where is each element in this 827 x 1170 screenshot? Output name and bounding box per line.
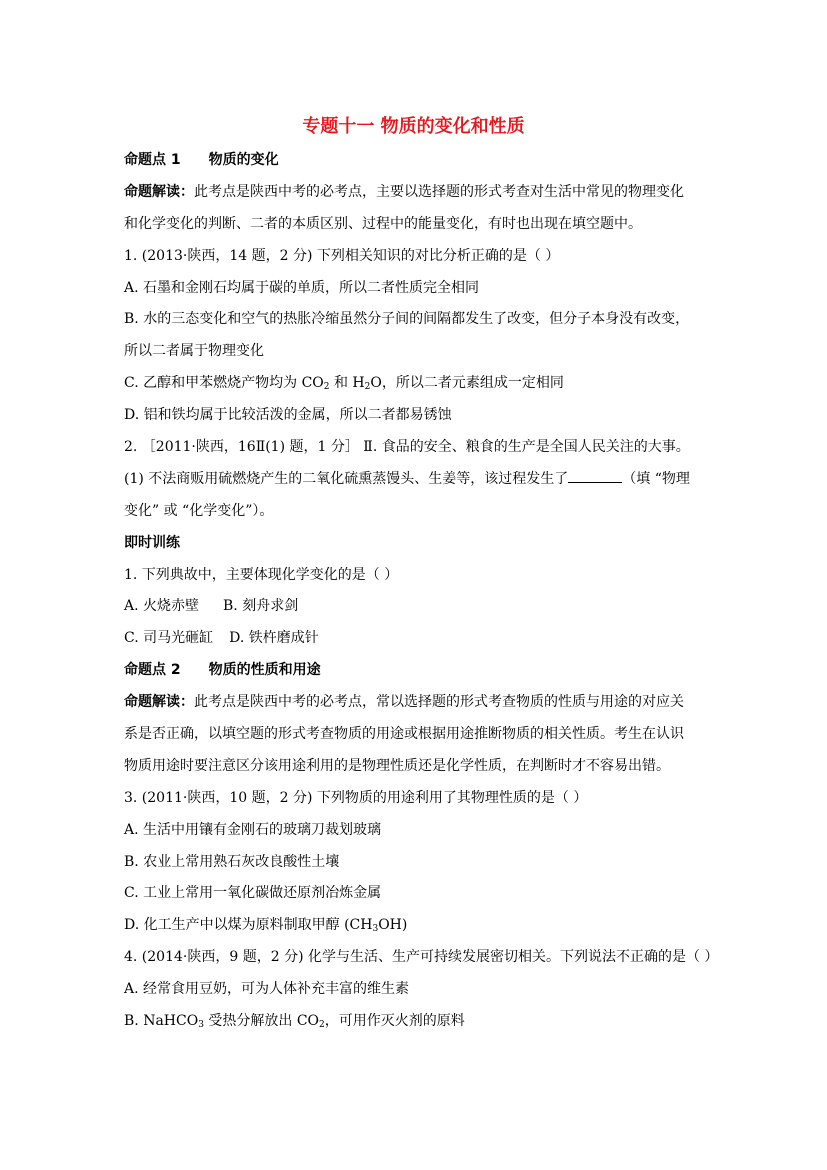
interpretation-text: 此考点是陕西中考的必考点，主要以选择题的形式考查对生活中常见的物理变化 [194,183,684,200]
question-2-line-2 [124,467,714,499]
section-label: 命题点 2 [124,662,181,679]
section-heading-1 [124,148,714,180]
option-text: C. 乙醇和甲苯燃烧产物均为 CO [124,375,324,392]
subscript: 3 [372,924,379,935]
question-4-option-b [124,1009,714,1041]
document-body [124,148,719,1041]
question-3-option-b: B. 农业上常用熟石灰改良酸性土壤 [124,853,340,870]
question-1-option-b: B. 水的三态变化和空气的热胀冷缩虽然分子间的间隔都发生了改变，但分子本身没有改变， [124,311,690,328]
question-1-option-b-cont: 所以二者属于物理变化 [124,343,264,360]
question-1-stem: 1. (2013·陕西，14 题，2 分) 下列相关知识的对比分析正确的是（ ） [124,247,560,264]
interpretation-2-line-1 [124,690,714,722]
option-b: B. 刻舟求剑 [223,598,299,615]
section-label: 命题点 1 [124,152,181,168]
subscript: 2 [319,1020,325,1031]
question-1-option-d: D. 铝和铁均属于比较活泼的金属，所以二者都易锈蚀 [124,407,452,424]
answer-blank[interactable] [568,468,622,483]
option-text: 受热分解放出 CO [203,1013,320,1030]
practice-1-options-cd [124,626,714,658]
question-4-stem: 4. (2014·陕西，9 题，2 分) 化学与生活、生产可持续发展密切相关。下列说法不正确的是（ ） [124,949,719,966]
option-text: ，可用作灭火剂的原料 [324,1013,465,1030]
section-heading-2 [124,658,714,690]
option-text: D. 化工生产中以煤为原料制取甲醇 (CH [124,917,373,934]
section-name: 物质的变化 [208,152,279,168]
option-text: OH) [378,917,408,934]
practice-1-stem: 1. 下列典故中，主要体现化学变化的是（ ） [124,566,399,583]
option-d: D. 铁杵磨成针 [229,630,319,647]
question-3-option-c: C. 工业上常用一氧化碳做还原剂冶炼金属 [124,885,382,902]
subscript: 2 [364,382,371,393]
question-3-stem: 3. (2011·陕西，10 题，2 分) 下列物质的用途利用了其物理性质的是（ ） [124,789,588,806]
option-text: B. NaHCO [124,1013,199,1030]
option-c: C. 司马光砸缸 [124,630,214,647]
interpretation-2-line-3: 物质用途时要注意区分该用途利用的是物理性质还是化学性质，在判断时才不容易出错。 [124,757,670,774]
question-2-stem: 2. ［2011·陕西，16Ⅱ(1) 题，1 分］ Ⅱ. 食品的安全、粮食的生产是全国人民关注的大事。 [124,439,690,456]
subscript: 3 [198,1020,204,1031]
interpretation-1-line-1 [124,180,714,212]
option-text: O，所以二者元素组成一定相同 [370,375,564,392]
option-text: 和 H [329,375,365,392]
subscript: 2 [323,382,330,393]
interpretation-1-line-2: 和化学变化的判断、二者的本质区别、过程中的能量变化，有时也出现在填空题中。 [124,215,642,232]
practice-heading: 即时训练 [124,534,180,551]
question-1-option-c [124,371,714,403]
practice-1-options-ab [124,594,714,626]
interpretation-text: 此考点是陕西中考的必考点，常以选择题的形式考查物质的性质与用途的对应关 [194,694,684,711]
question-text: (1) 不法商贩用硫燃烧产生的二氧化硫熏蒸馒头、生姜等，该过程发生了 [124,470,569,487]
interpretation-2-line-2: 系是否正确，以填空题的形式考查物质的用途或根据用途推断物质的相关性质。考生在认识 [124,726,684,743]
question-1-option-a: A. 石墨和金刚石均属于碳的单质，所以二者性质完全相同 [124,279,480,296]
question-2-line-3: 变化” 或 “化学变化”）。 [124,502,274,519]
question-3-option-a: A. 生活中用镶有金刚石的玻璃刀裁划玻璃 [124,821,382,838]
question-text: （填 “物理 [622,470,690,487]
interpretation-label: 命题解读： [124,694,194,711]
question-4-option-a: A. 经常食用豆奶，可为人体补充丰富的维生素 [124,981,410,998]
interpretation-label: 命题解读： [124,183,194,200]
option-a: A. 火烧赤壁 [124,598,200,615]
section-name: 物质的性质和用途 [208,662,321,679]
page-title: 专题十一 物质的变化和性质 [302,116,525,137]
question-3-option-d [124,913,714,945]
